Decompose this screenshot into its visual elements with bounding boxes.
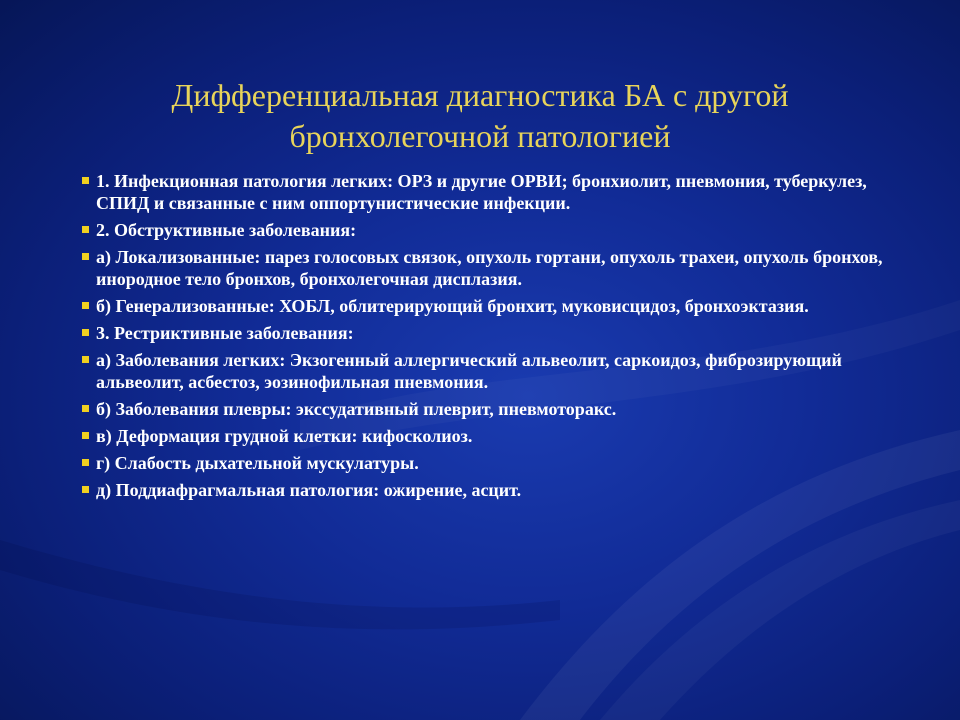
list-item-text: 3. Рестриктивные заболевания: bbox=[96, 323, 354, 343]
list-item bbox=[84, 452, 884, 474]
square-bullet-icon bbox=[82, 432, 89, 439]
list-item bbox=[84, 322, 884, 344]
square-bullet-icon bbox=[82, 486, 89, 493]
slide-title bbox=[60, 75, 900, 157]
square-bullet-icon bbox=[82, 459, 89, 466]
list-item-text: 2. Обструктивные заболевания: bbox=[96, 220, 357, 240]
square-bullet-icon bbox=[82, 302, 89, 309]
square-bullet-icon bbox=[82, 177, 89, 184]
square-bullet-icon bbox=[82, 405, 89, 412]
square-bullet-icon bbox=[82, 253, 89, 260]
list-item bbox=[84, 246, 884, 290]
list-item-text: д) Поддиафрагмальная патология: ожирение, асцит. bbox=[96, 480, 522, 500]
list-item bbox=[84, 219, 884, 241]
list-item-text: в) Деформация грудной клетки: кифосколиоз. bbox=[96, 426, 473, 446]
list-item bbox=[84, 398, 884, 420]
list-item bbox=[84, 425, 884, 447]
list-item-text: 1. Инфекционная патология легких: ОРЗ и другие ОРВИ; бронхиолит, пневмония, туберкулез, СПИД и связанные с ним оппортунистические инфекции. bbox=[96, 171, 867, 213]
list-item bbox=[84, 349, 884, 393]
list-item-text: б) Заболевания плевры: экссудативный плеврит, пневмоторакс. bbox=[96, 399, 617, 419]
list-item bbox=[84, 479, 884, 501]
list-item-text: б) Генерализованные: ХОБЛ, облитерирующий бронхит, муковисцидоз, бронхоэктазия. bbox=[96, 296, 809, 316]
list-item-text: г) Слабость дыхательной мускулатуры. bbox=[96, 453, 419, 473]
list-item-text: а) Локализованные: парез голосовых связок, опухоль гортани, опухоль трахеи, опухоль бронхов, инородное тело бронхов, бронхолегочная дисплазия. bbox=[96, 247, 883, 289]
square-bullet-icon bbox=[82, 226, 89, 233]
list-item bbox=[84, 170, 884, 214]
bullet-list bbox=[84, 170, 884, 506]
list-item bbox=[84, 295, 884, 317]
square-bullet-icon bbox=[82, 356, 89, 363]
slide-title-line-1: Дифференциальная диагностика БА с другой bbox=[171, 77, 789, 114]
list-item-text: а) Заболевания легких: Экзогенный аллергический альвеолит, саркоидоз, фиброзирующий альвеолит, асбестоз, эозинофильная пневмония. bbox=[96, 350, 842, 392]
square-bullet-icon bbox=[82, 329, 89, 336]
slide-title-line-2: бронхолегочной патологией bbox=[289, 118, 671, 155]
